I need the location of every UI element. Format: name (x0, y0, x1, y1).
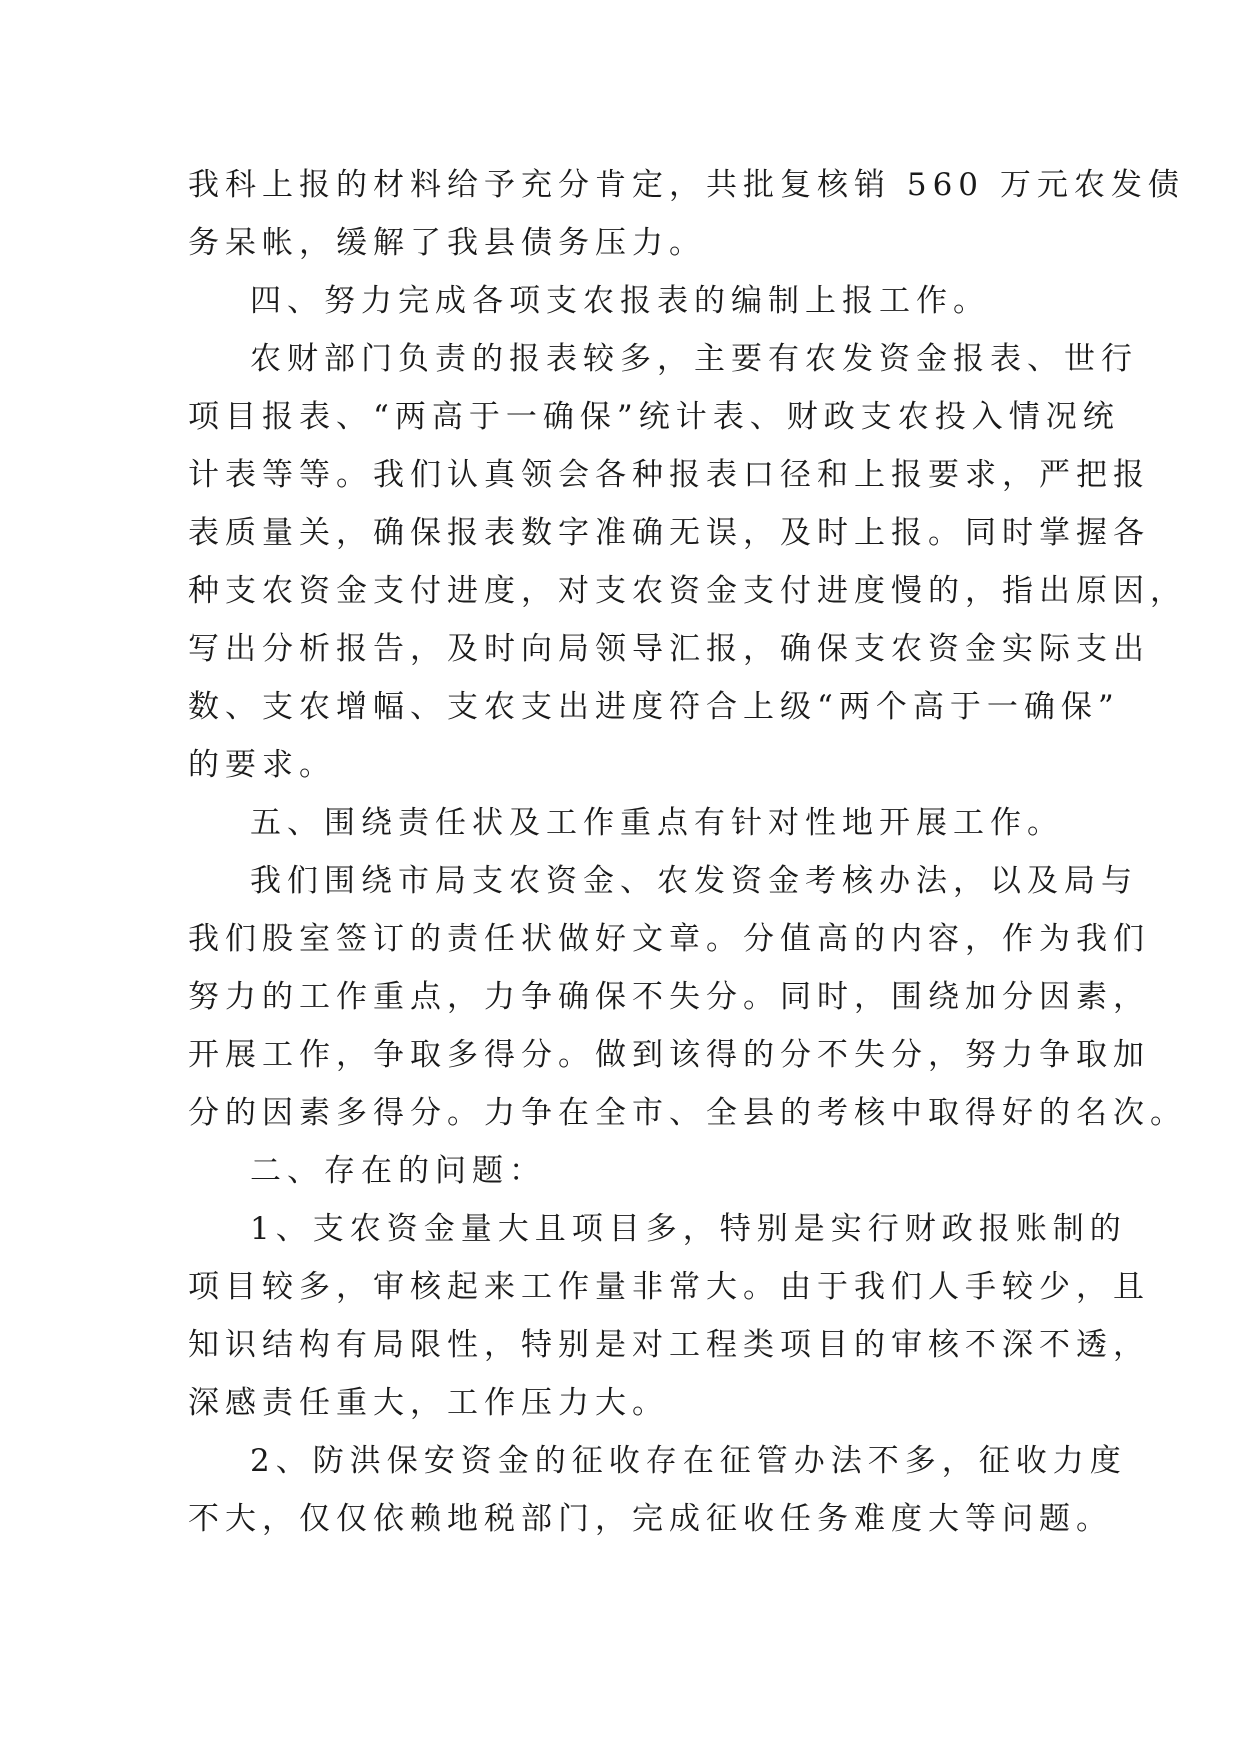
numbered-item-start: 2、防洪保安资金的征收存在征管办法不多，征收力度 (250, 1443, 1127, 1479)
text-line: 种支农资金支付进度，对支农资金支付进度慢的，指出原因， (188, 573, 1187, 609)
text-line: 不大，仅仅依赖地税部门，完成征收任务难度大等问题。 (188, 1501, 1113, 1537)
text-line: 分的因素多得分。力争在全市、全县的考核中取得好的名次。 (188, 1095, 1187, 1131)
text-line: 深感责任重大，工作压力大。 (188, 1385, 669, 1421)
text-line: 计表等等。我们认真领会各种报表口径和上报要求，严把报 (188, 457, 1150, 493)
text-line: 项目较多，审核起来工作量非常大。由于我们人手较少，且 (188, 1269, 1150, 1305)
document-body (188, 156, 1187, 1548)
text-line: 开展工作，争取多得分。做到该得的分不失分，努力争取加 (188, 1037, 1150, 1073)
section-heading: 二、存在的问题： (250, 1153, 546, 1189)
text-line: 写出分析报告，及时向局领导汇报，确保支农资金实际支出 (188, 631, 1150, 667)
text-line: 的要求。 (188, 747, 336, 783)
text-line: 我们股室签订的责任状做好文章。分值高的内容，作为我们 (188, 921, 1150, 957)
section-heading: 四、努力完成各项支农报表的编制上报工作。 (250, 283, 990, 319)
text-line: 努力的工作重点，力争确保不失分。同时，围绕加分因素， (188, 979, 1150, 1015)
text-line: 务呆帐，缓解了我县债务压力。 (188, 225, 706, 261)
paragraph-start-line: 我们围绕市局支农资金、农发资金考核办法，以及局与 (250, 863, 1138, 899)
paragraph-start-line: 农财部门负责的报表较多，主要有农发资金报表、世行 (250, 341, 1138, 377)
text-line: 知识结构有局限性，特别是对工程类项目的审核不深不透， (188, 1327, 1150, 1363)
section-heading: 五、围绕责任状及工作重点有针对性地开展工作。 (250, 805, 1064, 841)
text-line: 表质量关，确保报表数字准确无误，及时上报。同时掌握各 (188, 515, 1150, 551)
numbered-item-start: 1、支农资金量大且项目多，特别是实行财政报账制的 (250, 1211, 1127, 1247)
text-line: 数、支农增幅、支农支出进度符合上级“两个高于一确保” (188, 689, 1120, 725)
text-line: 项目报表、“两高于一确保”统计表、财政支农投入情况统 (188, 399, 1120, 435)
text-line: 我科上报的材料给予充分肯定，共批复核销 560 万元农发债 (188, 167, 1185, 203)
